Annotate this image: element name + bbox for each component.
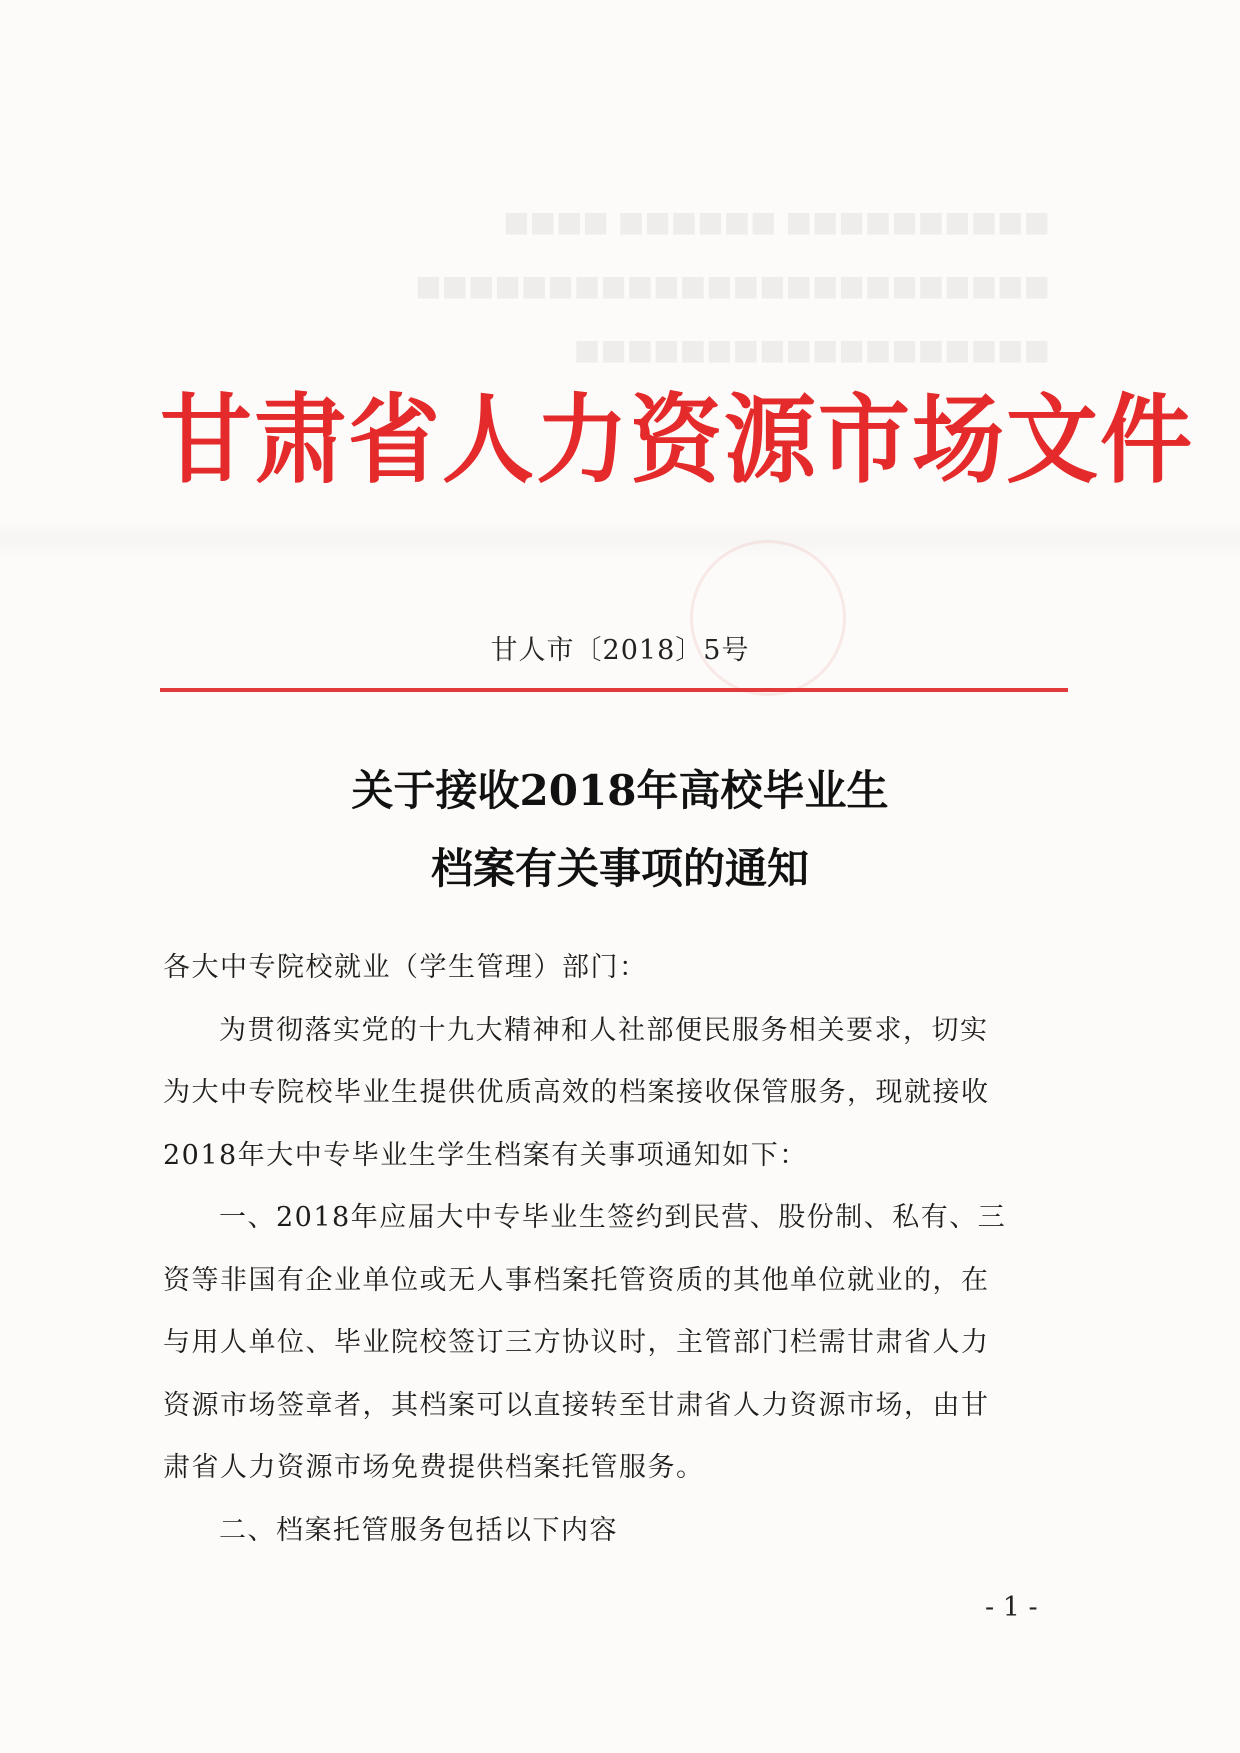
body-line: 为大中专院校毕业生提供优质高效的档案接收保管服务，现就接收: [163, 1077, 990, 1108]
body-line: 与用人单位、毕业院校签订三方协议时，主管部门栏需甘肃省人力: [163, 1327, 990, 1358]
notice-title: [160, 752, 1080, 908]
body-line: 二、档案托管服务包括以下内容: [219, 1514, 618, 1546]
body-line: 为贯彻落实党的十九大精神和人社部便民服务相关要求，切实: [219, 1014, 989, 1046]
document-header-title: 甘肃省人力资源市场文件: [160, 383, 1195, 497]
body-line: 一、2018年应届大中专毕业生签约到民营、股份制、私有、三: [219, 1202, 1007, 1233]
reverse-side-show-through: ■■■■■■■■■■ ■■■■■■ ■■■■ ■■■■■■■■■■■■■■■■■■■■■■■■ ■■■■■■■■■■■■■■■■■■: [415, 205, 1050, 366]
body-line: 肃省人力资源市场免费提供档案托管服务。: [163, 1452, 705, 1483]
body-line: 2018年大中专毕业生学生档案有关事项通知如下：: [163, 1139, 808, 1171]
stamp-show-through: [690, 540, 846, 696]
notice-title-line-2: 档案有关事项的通知: [430, 844, 809, 893]
salutation: 各大中专院校就业（学生管理）部门：: [163, 952, 648, 983]
notice-title-line-1: 关于接收2018年高校毕业生: [351, 766, 889, 815]
page-number: - 1 -: [985, 1592, 1038, 1623]
notice-body: [163, 937, 1068, 1562]
document-number: 甘人市〔2018〕5号: [490, 635, 750, 666]
red-divider-line: [160, 688, 1068, 692]
body-line: 资源市场签章者，其档案可以直接转至甘肃省人力资源市场，由甘: [163, 1389, 990, 1421]
body-line: 资等非国有企业单位或无人事档案托管资质的其他单位就业的，在: [163, 1264, 990, 1296]
